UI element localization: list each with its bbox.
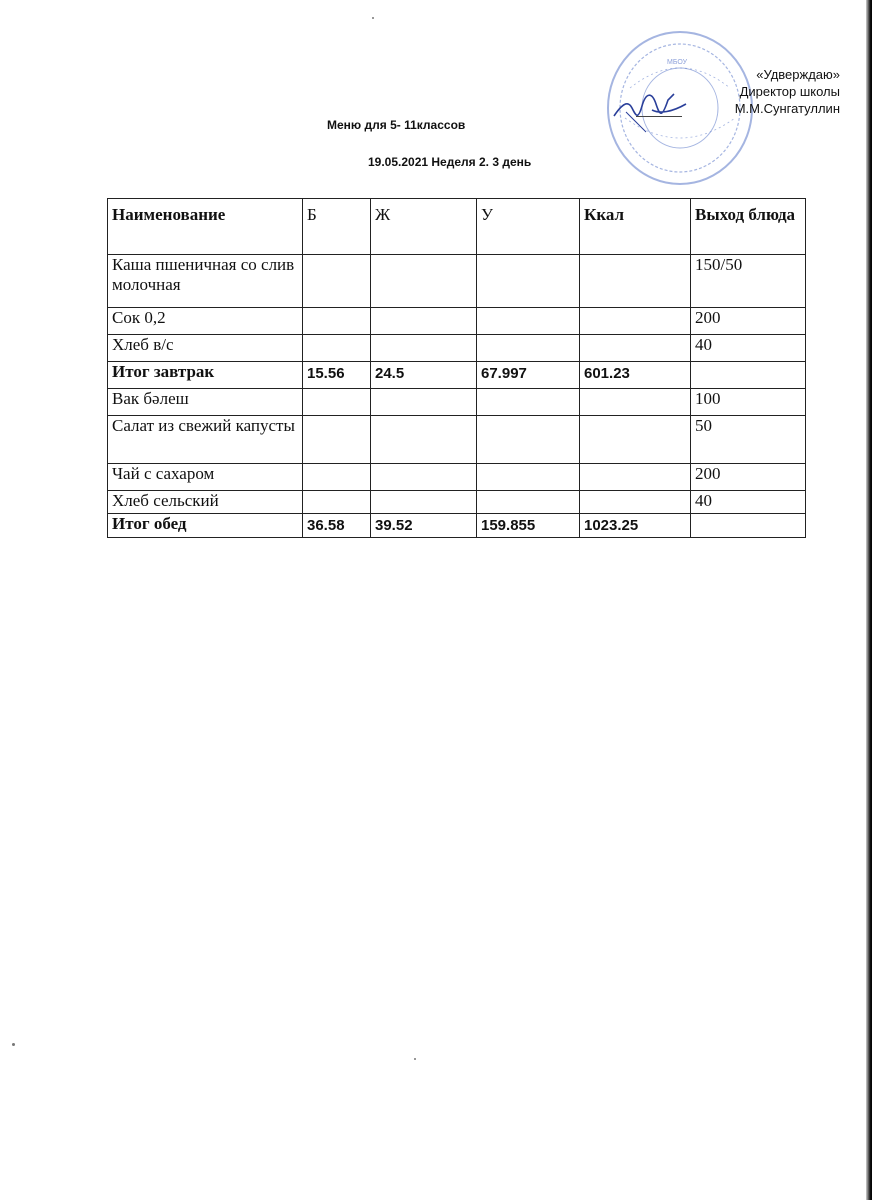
- table-row: [108, 389, 806, 416]
- header-b: Б: [303, 199, 371, 255]
- header-output: Выход блюда: [691, 199, 806, 255]
- approval-position: Директор школы: [739, 84, 840, 99]
- cell-kcal: 1023.25: [580, 514, 691, 538]
- scan-speck: [414, 1058, 416, 1060]
- cell-kcal: [580, 308, 691, 335]
- cell-kcal: [580, 335, 691, 362]
- page-title: Меню для 5- 11классов: [327, 118, 466, 132]
- cell-output: 50: [691, 416, 806, 464]
- table-row: [108, 491, 806, 514]
- approval-block: [640, 66, 840, 117]
- table-row: [108, 255, 806, 308]
- cell-b: [303, 464, 371, 491]
- cell-u: [477, 416, 580, 464]
- cell-name: Хлеб сельский: [108, 491, 303, 514]
- cell-kcal: [580, 255, 691, 308]
- cell-kcal: 601.23: [580, 362, 691, 389]
- cell-u: 159.855: [477, 514, 580, 538]
- header-name: Наименование: [108, 199, 303, 255]
- cell-zh: [371, 255, 477, 308]
- table-row: [108, 335, 806, 362]
- approval-director-name: М.М.Сунгатуллин: [734, 101, 840, 116]
- menu-table: [107, 198, 806, 538]
- table-row: [108, 464, 806, 491]
- cell-b: [303, 308, 371, 335]
- cell-b: [303, 335, 371, 362]
- table-row: [108, 514, 806, 538]
- cell-name: Вак бәлеш: [108, 389, 303, 416]
- cell-u: [477, 335, 580, 362]
- cell-u: [477, 308, 580, 335]
- cell-zh: [371, 491, 477, 514]
- cell-u: [477, 389, 580, 416]
- cell-b: 15.56: [303, 362, 371, 389]
- header-kcal: Ккал: [580, 199, 691, 255]
- cell-kcal: [580, 416, 691, 464]
- cell-b: [303, 255, 371, 308]
- cell-zh: [371, 464, 477, 491]
- header-zh: Ж: [371, 199, 477, 255]
- cell-b: [303, 389, 371, 416]
- cell-output: 200: [691, 464, 806, 491]
- cell-u: [477, 255, 580, 308]
- cell-zh: 39.52: [371, 514, 477, 538]
- cell-name: Итог обед: [108, 514, 303, 538]
- cell-name: Каша пшеничная со слив молочная: [108, 255, 303, 308]
- scan-speck: [372, 17, 374, 19]
- approval-approve: «Удверждаю»: [756, 67, 840, 82]
- table-row: [108, 362, 806, 389]
- page-subtitle: 19.05.2021 Неделя 2. 3 день: [368, 155, 532, 169]
- cell-b: [303, 416, 371, 464]
- cell-zh: [371, 308, 477, 335]
- cell-kcal: [580, 491, 691, 514]
- cell-zh: [371, 335, 477, 362]
- svg-text:МБОУ: МБОУ: [667, 59, 688, 66]
- table-row: [108, 308, 806, 335]
- cell-output: [691, 362, 806, 389]
- cell-zh: [371, 389, 477, 416]
- cell-name: Хлеб в/с: [108, 335, 303, 362]
- cell-u: 67.997: [477, 362, 580, 389]
- cell-u: [477, 491, 580, 514]
- cell-output: [691, 514, 806, 538]
- table-row: [108, 416, 806, 464]
- page-edge: [866, 0, 872, 1200]
- cell-kcal: [580, 389, 691, 416]
- scan-speck: [12, 1043, 15, 1046]
- cell-output: 40: [691, 335, 806, 362]
- cell-name: Итог завтрак: [108, 362, 303, 389]
- cell-zh: [371, 416, 477, 464]
- cell-output: 200: [691, 308, 806, 335]
- cell-output: 150/50: [691, 255, 806, 308]
- cell-name: Чай с сахаром: [108, 464, 303, 491]
- table-header-row: [108, 199, 806, 255]
- cell-b: [303, 491, 371, 514]
- cell-u: [477, 464, 580, 491]
- cell-name: Сок 0,2: [108, 308, 303, 335]
- cell-kcal: [580, 464, 691, 491]
- cell-b: 36.58: [303, 514, 371, 538]
- cell-output: 40: [691, 491, 806, 514]
- cell-output: 100: [691, 389, 806, 416]
- cell-name: Салат из свежий капусты: [108, 416, 303, 464]
- header-u: У: [477, 199, 580, 255]
- signature-line: [636, 116, 682, 118]
- cell-zh: 24.5: [371, 362, 477, 389]
